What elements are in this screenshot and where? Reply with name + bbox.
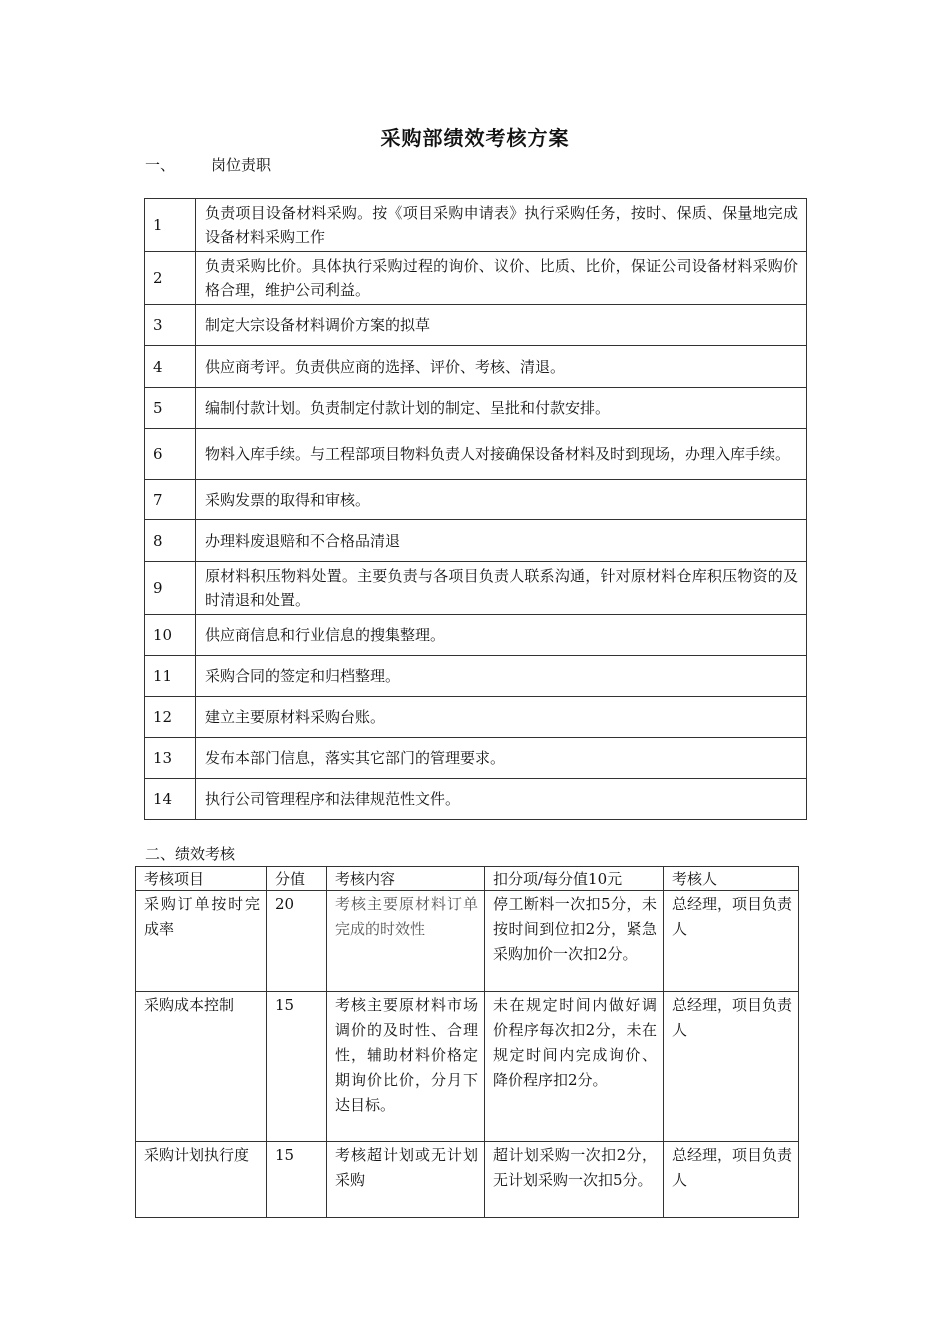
column-header: 考核人 bbox=[664, 867, 799, 891]
table-row bbox=[145, 199, 807, 252]
kpi-assessor: 总经理，项目负责人 bbox=[664, 891, 799, 992]
column-header: 考核内容 bbox=[327, 867, 485, 891]
duty-text: 供应商信息和行业信息的搜集整理。 bbox=[196, 615, 807, 656]
section-1-label: 岗位责职 bbox=[211, 156, 272, 174]
duty-text: 原材料积压物料处置。主要负责与各项目负责人联系沟通，针对原材料仓库积压物资的及时清退和处置。 bbox=[196, 562, 807, 615]
kpi-deduction: 超计划采购一次扣2分，无计划采购一次扣5分。 bbox=[485, 1142, 664, 1218]
duty-number: 2 bbox=[145, 252, 196, 305]
duty-text: 采购发票的取得和审核。 bbox=[196, 480, 807, 520]
duty-number: 13 bbox=[145, 738, 196, 779]
duty-number: 12 bbox=[145, 697, 196, 738]
duty-number: 1 bbox=[145, 199, 196, 252]
section-1-heading bbox=[145, 154, 271, 175]
table-row bbox=[136, 992, 799, 1142]
duty-number: 8 bbox=[145, 520, 196, 562]
kpi-score: 20 bbox=[267, 891, 327, 992]
kpi-content: 考核主要原材料市场调价的及时性、合理性，辅助材料价格定期询价比价，分月下达目标。 bbox=[327, 992, 485, 1142]
table-row bbox=[145, 388, 807, 429]
table-row bbox=[145, 346, 807, 388]
table-row bbox=[145, 738, 807, 779]
performance-table bbox=[135, 866, 799, 1218]
kpi-item: 采购订单按时完成率 bbox=[136, 891, 267, 992]
duty-number: 6 bbox=[145, 429, 196, 480]
duty-text: 采购合同的签定和归档整理。 bbox=[196, 656, 807, 697]
kpi-score: 15 bbox=[267, 992, 327, 1142]
duty-text: 办理料废退赔和不合格品清退 bbox=[196, 520, 807, 562]
table-header-row bbox=[136, 867, 799, 891]
column-header: 扣分项/每分值10元 bbox=[485, 867, 664, 891]
duty-text: 物料入库手续。与工程部项目物料负责人对接确保设备材料及时到现场，办理入库手续。 bbox=[196, 429, 807, 480]
table-row bbox=[145, 615, 807, 656]
duty-number: 3 bbox=[145, 305, 196, 346]
table-row bbox=[145, 656, 807, 697]
duty-number: 9 bbox=[145, 562, 196, 615]
page-title: 采购部绩效考核方案 bbox=[380, 126, 570, 150]
duties-table bbox=[144, 198, 807, 820]
duty-number: 14 bbox=[145, 779, 196, 820]
table-row bbox=[145, 429, 807, 480]
column-header: 分值 bbox=[267, 867, 327, 891]
section-2-heading: 二、绩效考核 bbox=[145, 845, 236, 863]
kpi-item: 采购计划执行度 bbox=[136, 1142, 267, 1218]
duty-text: 负责项目设备材料采购。按《项目采购申请表》执行采购任务，按时、保质、保量地完成设备材料采购工作 bbox=[196, 199, 807, 252]
kpi-content: 考核超计划或无计划采购 bbox=[327, 1142, 485, 1218]
table-row bbox=[136, 1142, 799, 1218]
kpi-score: 15 bbox=[267, 1142, 327, 1218]
duty-number: 7 bbox=[145, 480, 196, 520]
kpi-content: 考核主要原材料订单完成的时效性 bbox=[327, 891, 485, 992]
kpi-assessor: 总经理，项目负责人 bbox=[664, 1142, 799, 1218]
duty-number: 4 bbox=[145, 346, 196, 388]
column-header: 考核项目 bbox=[136, 867, 267, 891]
table-row bbox=[145, 562, 807, 615]
duty-text: 建立主要原材料采购台账。 bbox=[196, 697, 807, 738]
duty-number: 5 bbox=[145, 388, 196, 429]
duty-text: 编制付款计划。负责制定付款计划的制定、呈批和付款安排。 bbox=[196, 388, 807, 429]
kpi-assessor: 总经理，项目负责人 bbox=[664, 992, 799, 1142]
section-1-number: 一、 bbox=[145, 156, 176, 174]
duty-text: 制定大宗设备材料调价方案的拟草 bbox=[196, 305, 807, 346]
kpi-deduction: 未在规定时间内做好调价程序每次扣2分，未在规定时间内完成询价、降价程序扣2分。 bbox=[485, 992, 664, 1142]
duty-number: 10 bbox=[145, 615, 196, 656]
duty-text: 负责采购比价。具体执行采购过程的询价、议价、比质、比价，保证公司设备材料采购价格合理，维护公司利益。 bbox=[196, 252, 807, 305]
table-row bbox=[145, 779, 807, 820]
duty-text: 发布本部门信息，落实其它部门的管理要求。 bbox=[196, 738, 807, 779]
kpi-item: 采购成本控制 bbox=[136, 992, 267, 1142]
table-row bbox=[145, 480, 807, 520]
duty-text: 供应商考评。负责供应商的选择、评价、考核、清退。 bbox=[196, 346, 807, 388]
table-row bbox=[145, 697, 807, 738]
table-row bbox=[136, 891, 799, 992]
table-row bbox=[145, 305, 807, 346]
duty-text: 执行公司管理程序和法律规范性文件。 bbox=[196, 779, 807, 820]
kpi-deduction: 停工断料一次扣5分，未按时间到位扣2分，紧急采购加价一次扣2分。 bbox=[485, 891, 664, 992]
table-row bbox=[145, 520, 807, 562]
table-row bbox=[145, 252, 807, 305]
duty-number: 11 bbox=[145, 656, 196, 697]
